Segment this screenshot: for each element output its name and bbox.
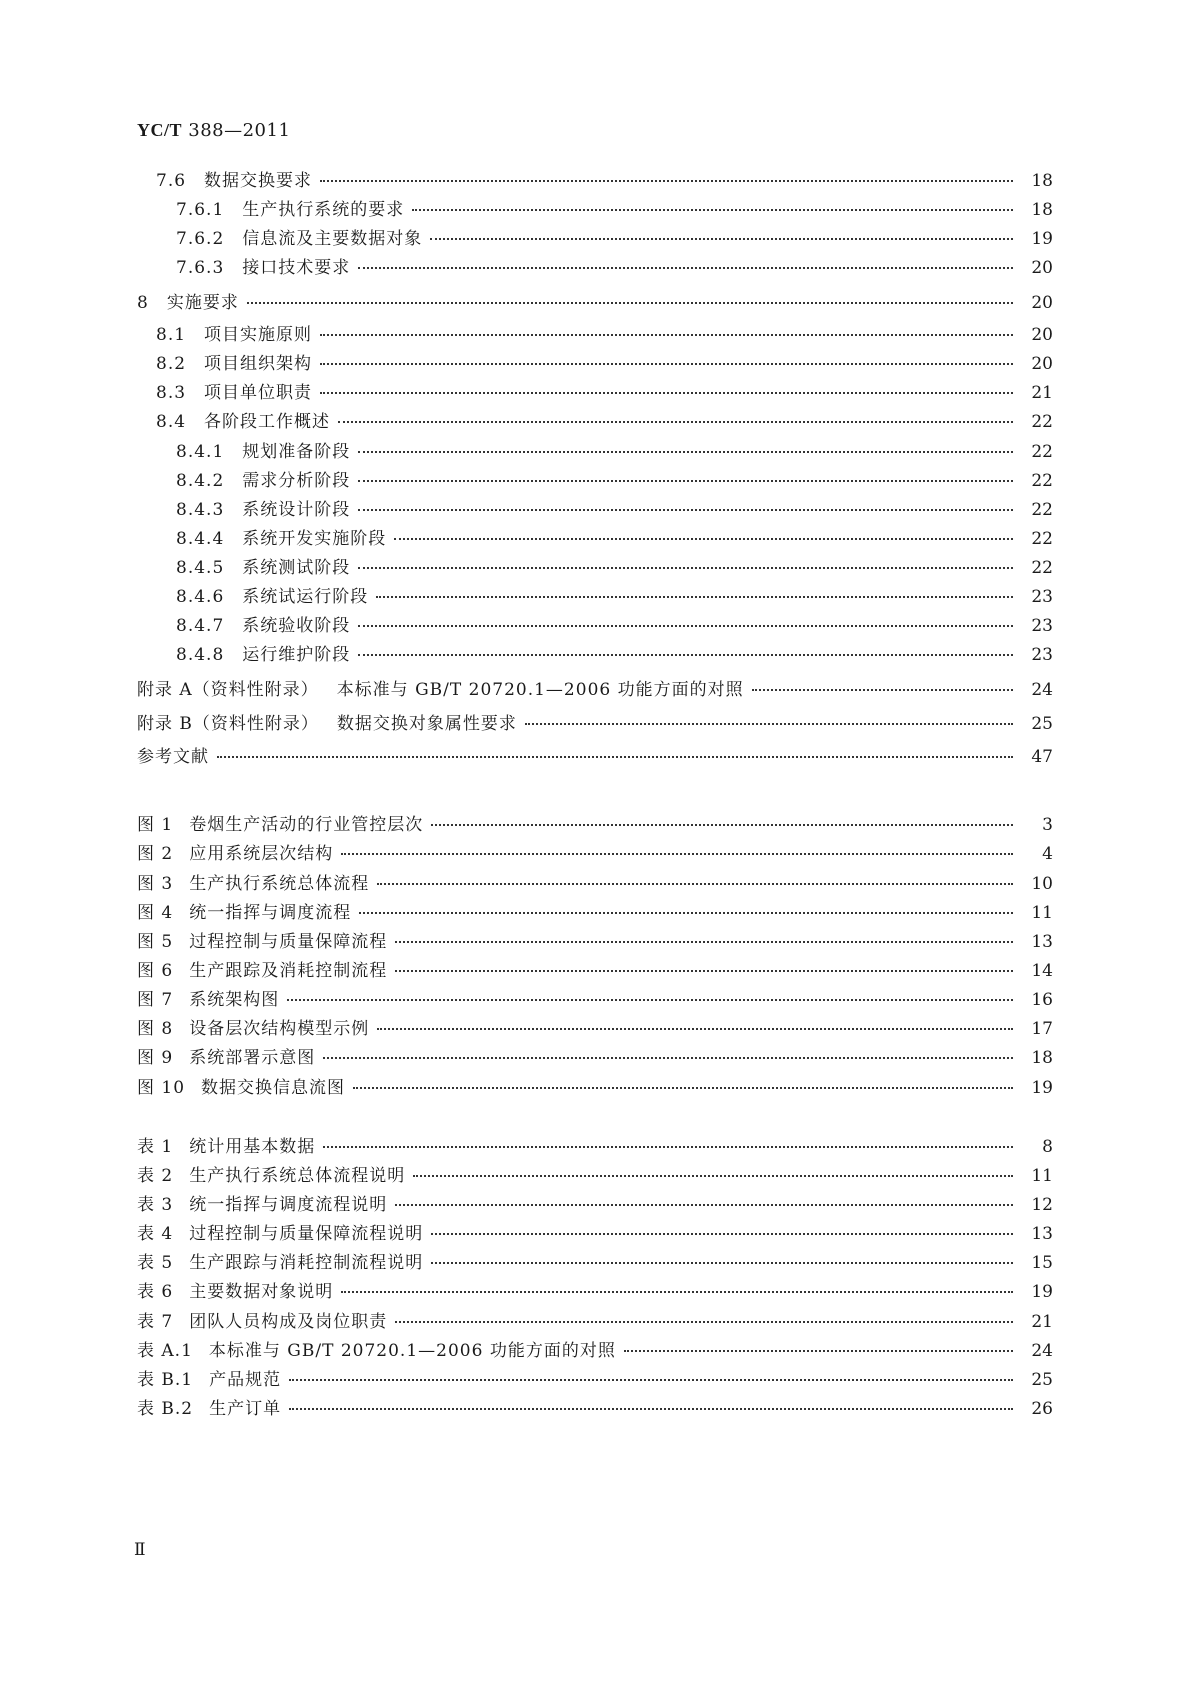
figure-entry-page-number: 13 xyxy=(1031,932,1053,952)
table-entry-row[interactable] xyxy=(137,1396,1053,1422)
dot-leader xyxy=(395,941,1013,943)
toc-entry-page-number: 20 xyxy=(1031,325,1053,345)
dot-leader xyxy=(358,509,1013,511)
figure-entry-title: 应用系统层次结构 xyxy=(189,844,334,864)
toc-entry-number: 8.3 xyxy=(156,383,187,403)
figure-entry-row[interactable] xyxy=(137,841,1053,867)
dot-leader xyxy=(624,1350,1013,1352)
toc-entry-title: 需求分析阶段 xyxy=(242,471,351,491)
toc-entry-row[interactable] xyxy=(156,168,1053,194)
figure-entry-page-number: 16 xyxy=(1031,990,1053,1010)
figure-entry-title: 数据交换信息流图 xyxy=(201,1078,346,1098)
toc-entry-number: 7.6.2 xyxy=(176,229,225,249)
table-entry-page-number: 25 xyxy=(1031,1370,1053,1390)
toc-entry-row[interactable] xyxy=(176,642,1053,668)
dot-leader xyxy=(289,1408,1013,1410)
dot-leader xyxy=(320,392,1013,394)
toc-entry-title: 数据交换对象属性要求 xyxy=(336,714,517,734)
toc-entry-number: 参考文献 xyxy=(137,747,209,767)
table-entry-title: 统一指挥与调度流程说明 xyxy=(189,1195,388,1215)
dot-leader xyxy=(247,302,1013,304)
dot-leader xyxy=(377,883,1013,885)
figure-entry-page-number: 19 xyxy=(1031,1078,1053,1098)
table-entry-page-number: 12 xyxy=(1031,1195,1053,1215)
dot-leader xyxy=(395,970,1013,972)
toc-entry-title: 各阶段工作概述 xyxy=(204,412,331,432)
toc-entry-page-number: 22 xyxy=(1031,442,1053,462)
table-entry-row[interactable] xyxy=(137,1338,1053,1364)
table-entry-page-number: 26 xyxy=(1031,1399,1053,1419)
dot-leader xyxy=(431,1233,1013,1235)
dot-leader xyxy=(217,756,1013,758)
table-entry-row[interactable] xyxy=(137,1221,1053,1247)
figure-entry-number: 图 10 xyxy=(137,1078,186,1098)
table-entry-title: 生产跟踪与消耗控制流程说明 xyxy=(189,1253,424,1273)
table-entry-number: 表 2 xyxy=(137,1166,174,1186)
dot-leader xyxy=(287,999,1013,1001)
table-entry-title: 统计用基本数据 xyxy=(189,1137,316,1157)
document-id xyxy=(137,120,290,141)
toc-entry-title: 系统设计阶段 xyxy=(242,500,351,520)
dot-leader xyxy=(320,334,1013,336)
doc-id-number: 388—2011 xyxy=(188,120,291,141)
toc-entry-row[interactable] xyxy=(176,497,1053,523)
figure-entry-page-number: 17 xyxy=(1031,1019,1053,1039)
figure-entry-page-number: 11 xyxy=(1031,903,1053,923)
table-entry-page-number: 13 xyxy=(1031,1224,1053,1244)
dot-leader xyxy=(394,538,1013,540)
toc-entry-number: 8.4.4 xyxy=(176,529,225,549)
toc-entry-row[interactable] xyxy=(156,351,1053,377)
toc-entry-title: 系统测试阶段 xyxy=(242,558,351,578)
dot-leader xyxy=(358,480,1013,482)
figure-entry-title: 生产跟踪及消耗控制流程 xyxy=(189,961,388,981)
dot-leader xyxy=(525,723,1013,725)
toc-entry-title: 信息流及主要数据对象 xyxy=(242,229,423,249)
toc-entry-title: 生产执行系统的要求 xyxy=(242,200,405,220)
dot-leader xyxy=(358,625,1013,627)
dot-leader xyxy=(377,1028,1013,1030)
table-entry-number: 表 B.2 xyxy=(137,1399,194,1419)
dot-leader xyxy=(358,567,1013,569)
figure-entry-page-number: 3 xyxy=(1042,815,1053,835)
toc-entry-page-number: 22 xyxy=(1031,558,1053,578)
toc-entry-title: 项目单位职责 xyxy=(204,383,313,403)
toc-entry-row[interactable] xyxy=(176,555,1053,581)
figure-entry-title: 系统部署示意图 xyxy=(189,1048,316,1068)
toc-entry-page-number: 23 xyxy=(1031,645,1053,665)
figure-entry-row[interactable] xyxy=(137,929,1053,955)
toc-entry-row[interactable] xyxy=(137,744,1053,770)
table-entry-row[interactable] xyxy=(137,1163,1053,1189)
dot-leader xyxy=(353,1087,1013,1089)
table-entry-title: 本标准与 GB/T 20720.1—2006 功能方面的对照 xyxy=(208,1341,616,1361)
figure-entry-number: 图 3 xyxy=(137,874,174,894)
dot-leader xyxy=(320,180,1013,182)
table-entry-page-number: 19 xyxy=(1031,1282,1053,1302)
table-entry-row[interactable] xyxy=(137,1367,1053,1393)
toc-entry-title: 项目实施原则 xyxy=(204,325,313,345)
toc-entry-number: 8.4.7 xyxy=(176,616,225,636)
table-entry-title: 产品规范 xyxy=(209,1370,282,1390)
figure-entry-title: 统一指挥与调度流程 xyxy=(189,903,352,923)
doc-id-prefix: YC/T xyxy=(137,120,183,140)
toc-entry-number: 8 xyxy=(137,293,149,313)
table-entry-page-number: 8 xyxy=(1042,1137,1053,1157)
table-entry-number: 表 1 xyxy=(137,1137,174,1157)
figure-entry-number: 图 5 xyxy=(137,932,174,952)
table-entry-number: 表 6 xyxy=(137,1282,174,1302)
toc-entry-number: 7.6 xyxy=(156,171,187,191)
toc-entry-title: 运行维护阶段 xyxy=(242,645,351,665)
table-entry-page-number: 24 xyxy=(1031,1341,1053,1361)
dot-leader xyxy=(358,451,1013,453)
table-entry-title: 生产订单 xyxy=(209,1399,282,1419)
figure-entry-title: 生产执行系统总体流程 xyxy=(189,874,370,894)
dot-leader xyxy=(752,689,1013,691)
dot-leader xyxy=(341,1291,1013,1293)
figure-entry-row[interactable] xyxy=(137,1075,1053,1101)
toc-entry-page-number: 19 xyxy=(1031,229,1053,249)
toc-entry-number: 附录 A（资料性附录） xyxy=(137,680,319,700)
dot-leader xyxy=(289,1379,1013,1381)
toc-entry-page-number: 20 xyxy=(1031,354,1053,374)
figure-entry-title: 设备层次结构模型示例 xyxy=(189,1019,370,1039)
dot-leader xyxy=(358,267,1013,269)
table-entry-title: 主要数据对象说明 xyxy=(189,1282,334,1302)
toc-entry-page-number: 18 xyxy=(1031,200,1053,220)
toc-entry-page-number: 21 xyxy=(1031,383,1053,403)
figure-entry-page-number: 10 xyxy=(1031,874,1053,894)
dot-leader xyxy=(412,209,1013,211)
toc-entry-title: 系统试运行阶段 xyxy=(242,587,369,607)
dot-leader xyxy=(431,824,1013,826)
figure-entry-number: 图 1 xyxy=(137,815,174,835)
dot-leader xyxy=(395,1204,1013,1206)
page-number: Ⅱ xyxy=(134,1540,146,1560)
toc-entry-number: 8.4.1 xyxy=(176,442,225,462)
figure-entry-row[interactable] xyxy=(137,958,1053,984)
table-entry-number: 表 B.1 xyxy=(137,1370,194,1390)
figure-entry-row[interactable] xyxy=(137,1045,1053,1071)
table-entry-row[interactable] xyxy=(137,1134,1053,1160)
toc-entry-row[interactable] xyxy=(176,584,1053,610)
toc-entry-row[interactable] xyxy=(156,380,1053,406)
toc-entry-title: 规划准备阶段 xyxy=(242,442,351,462)
table-entry-page-number: 15 xyxy=(1031,1253,1053,1273)
table-entry-row[interactable] xyxy=(137,1192,1053,1218)
figure-entry-number: 图 8 xyxy=(137,1019,174,1039)
toc-entry-number: 8.4.5 xyxy=(176,558,225,578)
figure-entry-number: 图 6 xyxy=(137,961,174,981)
figure-entry-row[interactable] xyxy=(137,987,1053,1013)
toc-entry-title: 系统验收阶段 xyxy=(242,616,351,636)
dot-leader xyxy=(341,853,1013,855)
toc-entry-page-number: 24 xyxy=(1031,680,1053,700)
toc-entry-number: 8.4 xyxy=(156,412,187,432)
figure-entry-title: 卷烟生产活动的行业管控层次 xyxy=(189,815,424,835)
toc-entry-page-number: 22 xyxy=(1031,500,1053,520)
figure-entry-title: 系统架构图 xyxy=(189,990,280,1010)
dot-leader xyxy=(413,1175,1013,1177)
toc-entry-title: 系统开发实施阶段 xyxy=(242,529,387,549)
table-entry-number: 表 4 xyxy=(137,1224,174,1244)
dot-leader xyxy=(395,1321,1013,1323)
toc-entry-number: 8.4.8 xyxy=(176,645,225,665)
toc-entry-row[interactable] xyxy=(176,226,1053,252)
toc-entry-page-number: 47 xyxy=(1031,747,1053,767)
table-entry-row[interactable] xyxy=(137,1279,1053,1305)
figure-entry-title: 过程控制与质量保障流程 xyxy=(189,932,388,952)
toc-entry-title: 项目组织架构 xyxy=(204,354,313,374)
toc-entry-number: 附录 B（资料性附录） xyxy=(137,714,319,734)
toc-entry-page-number: 22 xyxy=(1031,471,1053,491)
figure-entry-page-number: 4 xyxy=(1042,844,1053,864)
table-entry-number: 表 7 xyxy=(137,1312,174,1332)
dot-leader xyxy=(358,654,1013,656)
toc-entry-page-number: 23 xyxy=(1031,587,1053,607)
toc-entry-number: 7.6.1 xyxy=(176,200,225,220)
dot-leader xyxy=(323,1146,1013,1148)
toc-entry-page-number: 18 xyxy=(1031,171,1053,191)
figure-entry-row[interactable] xyxy=(137,1016,1053,1042)
toc-entry-number: 8.2 xyxy=(156,354,187,374)
toc-entry-page-number: 23 xyxy=(1031,616,1053,636)
dot-leader xyxy=(338,421,1013,423)
dot-leader xyxy=(320,363,1013,365)
table-entry-title: 生产执行系统总体流程说明 xyxy=(189,1166,406,1186)
toc-entry-row[interactable] xyxy=(137,711,1053,737)
table-entry-title: 过程控制与质量保障流程说明 xyxy=(189,1224,424,1244)
table-entry-number: 表 A.1 xyxy=(137,1341,193,1361)
toc-entry-page-number: 22 xyxy=(1031,529,1053,549)
table-entry-number: 表 5 xyxy=(137,1253,174,1273)
figure-entry-number: 图 4 xyxy=(137,903,174,923)
dot-leader xyxy=(323,1057,1013,1059)
toc-entry-row[interactable] xyxy=(176,613,1053,639)
toc-entry-row[interactable] xyxy=(176,197,1053,223)
figure-entry-row[interactable] xyxy=(137,812,1053,838)
figure-entry-number: 图 2 xyxy=(137,844,174,864)
table-entry-page-number: 11 xyxy=(1031,1166,1053,1186)
figure-entry-number: 图 7 xyxy=(137,990,174,1010)
toc-entry-page-number: 20 xyxy=(1031,258,1053,278)
figure-entry-page-number: 14 xyxy=(1031,961,1053,981)
table-entry-row[interactable] xyxy=(137,1309,1053,1335)
dot-leader xyxy=(359,912,1013,914)
dot-leader xyxy=(376,596,1013,598)
table-entry-title: 团队人员构成及岗位职责 xyxy=(189,1312,388,1332)
toc-entry-row[interactable] xyxy=(176,526,1053,552)
toc-entry-number: 8.4.6 xyxy=(176,587,225,607)
toc-entry-row[interactable] xyxy=(137,290,1053,316)
dot-leader xyxy=(431,1262,1013,1264)
toc-entry-number: 8.1 xyxy=(156,325,187,345)
figure-entry-page-number: 18 xyxy=(1031,1048,1053,1068)
figure-entry-row[interactable] xyxy=(137,900,1053,926)
toc-entry-number: 8.4.3 xyxy=(176,500,225,520)
figure-entry-number: 图 9 xyxy=(137,1048,174,1068)
toc-entry-title: 接口技术要求 xyxy=(242,258,351,278)
toc-entry-title: 实施要求 xyxy=(166,293,239,313)
toc-entry-row[interactable] xyxy=(137,677,1053,703)
toc-entry-row[interactable] xyxy=(156,409,1053,435)
toc-entry-page-number: 22 xyxy=(1031,412,1053,432)
table-entry-number: 表 3 xyxy=(137,1195,174,1215)
toc-entry-page-number: 25 xyxy=(1031,714,1053,734)
toc-entry-page-number: 20 xyxy=(1031,293,1053,313)
toc-entry-row[interactable] xyxy=(176,255,1053,281)
table-entry-page-number: 21 xyxy=(1031,1312,1053,1332)
toc-entry-number: 8.4.2 xyxy=(176,471,225,491)
toc-entry-title: 数据交换要求 xyxy=(204,171,313,191)
table-entry-row[interactable] xyxy=(137,1250,1053,1276)
toc-entry-row[interactable] xyxy=(176,439,1053,465)
toc-entry-number: 7.6.3 xyxy=(176,258,225,278)
toc-entry-row[interactable] xyxy=(156,322,1053,348)
dot-leader xyxy=(430,238,1013,240)
toc-entry-title: 本标准与 GB/T 20720.1—2006 功能方面的对照 xyxy=(336,680,744,700)
figure-entry-row[interactable] xyxy=(137,871,1053,897)
toc-entry-row[interactable] xyxy=(176,468,1053,494)
